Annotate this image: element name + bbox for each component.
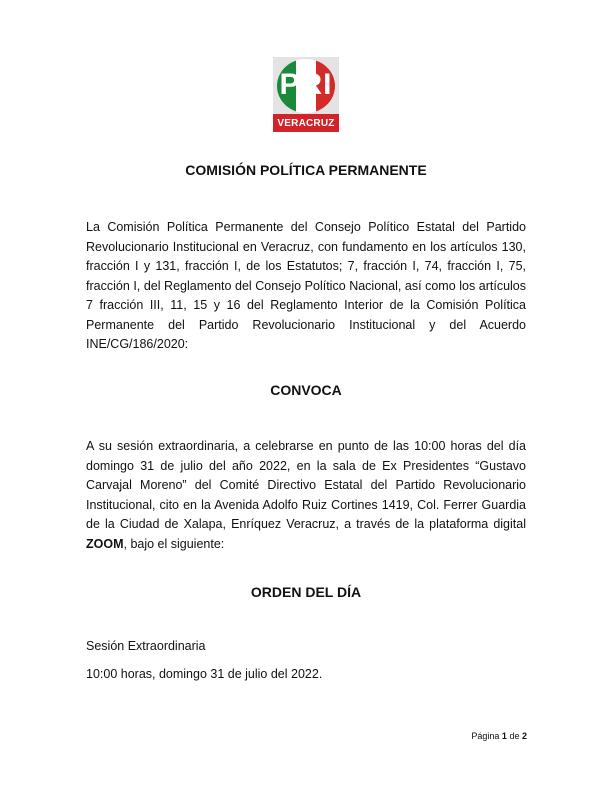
orden-del-dia-heading: ORDEN DEL DÍA: [250, 584, 362, 600]
session-type: Sesión Extraordinaria: [86, 639, 206, 653]
page-number-footer: [471, 731, 527, 741]
convocation-text-start: A su sesión extraordinaria, a celebrarse en punto de las 10:00 horas del día domingo 31 de julio del año 2022, en la sala de Ex Presidentes “Gustavo Carvajal Moreno” del Comité Directivo Estatal del Partido Revolucionario Institucional, cito en la Avenida Adolfo Ruiz Cortines 1419, Col. Ferrer Guardia de la Ciudad de Xalapa, Enríquez Veracruz, a través de la plataforma digital: [86, 439, 526, 531]
page-label: Página: [471, 731, 500, 741]
pri-veracruz-logo: [273, 57, 339, 132]
logo-region-label: VERACRUZ: [273, 114, 339, 132]
convoca-heading: CONVOCA: [270, 382, 342, 398]
convocation-paragraph: [86, 437, 526, 554]
zoom-platform-name: ZOOM: [86, 536, 124, 551]
intro-paragraph: La Comisión Política Permanente del Consejo Político Estatal del Partido Revolucionario Institucional en Veracruz, con fundamento en los artículos 130, fracción I y 131, fracción I, de los Estatutos; 7, fracción I, 74, fracción I, 75, fracción I, del Reglamento del Consejo Político Nacional, así como los artículos 7 fracción III, 11, 15 y 16 del Reglamento Interior de la Comisión Política Permanente del Partido Revolucionario Institucional y del Acuerdo INE/CG/186/2020:: [86, 220, 526, 351]
current-page-number: 1: [501, 731, 507, 741]
session-datetime: 10:00 horas, domingo 31 de julio del 2022.: [86, 667, 323, 681]
convocation-text-end: , bajo el siguiente:: [123, 536, 225, 551]
total-pages-number: 2: [521, 731, 527, 741]
document-title: COMISIÓN POLÍTICA PERMANENTE: [185, 162, 427, 178]
logo-letters: PRI: [279, 68, 333, 101]
page-of-label: de: [509, 731, 520, 741]
